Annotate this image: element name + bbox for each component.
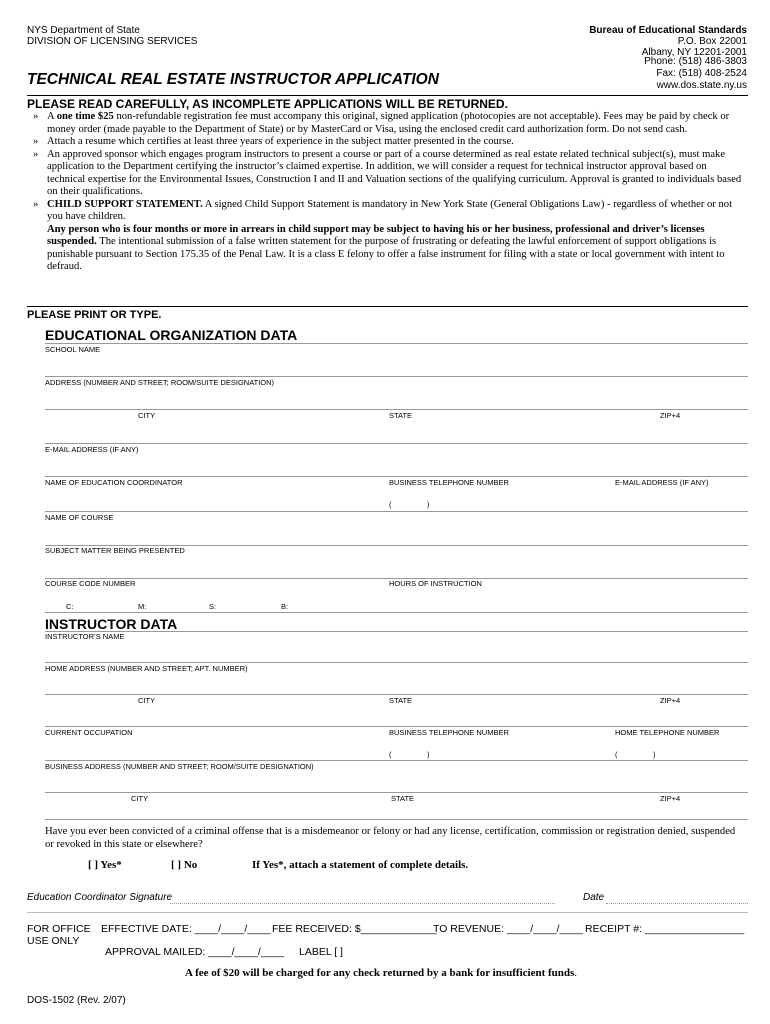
- biz-address-label: BUSINESS ADDRESS (NUMBER AND STREET; ROOM/SUITE DESIGNATION): [45, 762, 314, 771]
- office-label-2: USE ONLY: [27, 935, 80, 947]
- division-name: DIVISION OF LICENSING SERVICES: [27, 36, 198, 47]
- approval-mailed: APPROVAL MAILED: ____/____/____: [105, 946, 285, 958]
- signature-divider: [27, 912, 748, 913]
- warning-heading: PLEASE READ CAREFULLY, AS INCOMPLETE APPLICATIONS WILL BE RETURNED.: [27, 97, 508, 111]
- hours-s-label: S:: [209, 602, 217, 611]
- form-id: DOS-1502 (Rev. 2/07): [27, 995, 126, 1006]
- po-box: P.O. Box 22001: [677, 36, 747, 47]
- biz-zip-label: ZIP+4: [660, 794, 681, 803]
- returned-check-fee-note: A fee of $20 will be charged for any check returned by a bank for insufficient funds.: [185, 967, 578, 979]
- instruction-sponsor: » An approved sponsor which engages program instructors to present a course or part of a course determined as real estate related technical subject(s), must make application to the Department certifying the instructor’s claimed expertise. In addition, we will consider a request for technical instructor approval based on technical expertise for the Environmental Issues, Construction I and II and Valuation sections of the qualifying curriculum. Approval is granted to individuals based on their qualifications.: [33, 148, 742, 197]
- org-section-heading: EDUCATIONAL ORGANIZATION DATA: [45, 327, 298, 343]
- signature-field[interactable]: [170, 903, 555, 904]
- org-phone-paren-open: (: [389, 500, 392, 509]
- home-address-label: HOME ADDRESS (NUMBER AND STREET; APT. NUMBER): [45, 664, 248, 673]
- print-notice: PLEASE PRINT OR TYPE.: [27, 309, 162, 321]
- instruction-resume: » Attach a resume which certifies at least three years of experience in the subject matter presented in the course.: [33, 136, 514, 147]
- hours-c-label: C:: [66, 602, 74, 611]
- home-address-field[interactable]: [45, 694, 748, 695]
- bureau-name: Bureau of Educational Standards: [589, 25, 747, 36]
- school-name-field[interactable]: [45, 376, 748, 377]
- conviction-question: Have you ever been convicted of a criminal offense that is a misdemeanor or felony or had any license, certification, commission or registration denied, suspended or revoked in this state or elsewhere?: [45, 826, 736, 850]
- office-label-1: FOR OFFICE: [27, 923, 91, 935]
- biz-address-field[interactable]: [45, 792, 748, 793]
- instruction-arrears: Any person who is four months or more in arrears in child support may be subject to having his or her business, professional and driver’s licenses suspended. The intentional submission of a false written statement for the purpose of frustrating or defeating the lawful enforcement of support obligations is punishable pursuant to Section 175.35 of the Penal Law. It is a class E felony to offer a false instrument for filing with a state or local government with intent to defraud.: [47, 223, 725, 272]
- org-city-state-zip-field[interactable]: [45, 443, 748, 444]
- org-email-label: E-MAIL ADDRESS (IF ANY): [45, 445, 139, 454]
- address-city: Albany, NY 12201-2001: [641, 47, 747, 58]
- instructor-section-heading: INSTRUCTOR DATA: [45, 616, 178, 632]
- instructor-name-label: INSTRUCTOR’S NAME: [45, 632, 125, 641]
- fee-received: FEE RECEIVED: $_____________: [272, 923, 437, 935]
- org-biz-phone-label: BUSINESS TELEPHONE NUMBER: [389, 478, 509, 487]
- biz-city-label: CITY: [131, 794, 149, 803]
- instructor-heading-line: [45, 631, 748, 632]
- org-address-label: ADDRESS (NUMBER AND STREET; ROOM/SUITE DESIGNATION): [45, 378, 275, 387]
- date-label: Date: [583, 892, 605, 903]
- label-field: LABEL [ ]: [299, 946, 343, 958]
- hours-label: HOURS OF INSTRUCTION: [389, 579, 482, 588]
- header-divider: [27, 95, 748, 96]
- coordinator-email-label: E-MAIL ADDRESS (IF ANY): [615, 478, 709, 487]
- dept-name: NYS Department of State: [27, 25, 140, 36]
- instructor-city-label: CITY: [138, 696, 156, 705]
- instructor-zip-label: ZIP+4: [660, 696, 681, 705]
- receipt-number: RECEIPT #: _________________: [585, 923, 745, 935]
- school-name-label: SCHOOL NAME: [45, 345, 101, 354]
- org-zip-label: ZIP+4: [660, 411, 681, 420]
- course-code-field[interactable]: [45, 612, 748, 613]
- instructor-biz-paren-close: ): [427, 750, 430, 759]
- instructor-city-state-zip-field[interactable]: [45, 726, 748, 727]
- org-heading-line: [45, 343, 748, 344]
- instructor-state-label: STATE: [389, 696, 413, 705]
- coordinator-field[interactable]: [45, 511, 748, 512]
- instructions-divider: [27, 306, 748, 307]
- instructor-biz-paren-open: (: [389, 750, 392, 759]
- instruction-fee: » A one time $25 non-refundable registration fee must accompany this original, signed application (photocopies are not acceptable). Fees may be paid by check or money order (made payable to the Department of State) or by MasterCard or Visa, using the enclosed credit card authorization form. Do not send cash.: [33, 111, 730, 135]
- biz-state-label: STATE: [391, 794, 415, 803]
- conviction-no-checkbox[interactable]: [ ] No: [171, 859, 198, 871]
- instructor-home-phone-label: HOME TELEPHONE NUMBER: [615, 728, 720, 737]
- subject-label: SUBJECT MATTER BEING PRESENTED: [45, 546, 185, 555]
- hours-b-label: B:: [281, 602, 289, 611]
- org-email-field[interactable]: [45, 476, 748, 477]
- signature-label: Education Coordinator Signature: [27, 892, 173, 903]
- org-state-label: STATE: [389, 411, 413, 420]
- org-phone-paren-close: ): [427, 500, 430, 509]
- occupation-label: CURRENT OCCUPATION: [45, 728, 133, 737]
- effective-date: EFFECTIVE DATE: ____/____/____: [101, 923, 271, 935]
- instructor-name-field[interactable]: [45, 662, 748, 663]
- occupation-field[interactable]: [45, 760, 748, 761]
- course-code-label: COURSE CODE NUMBER: [45, 579, 136, 588]
- org-address-field[interactable]: [45, 409, 748, 410]
- date-field[interactable]: [606, 903, 748, 904]
- instruction-child-support: » CHILD SUPPORT STATEMENT. A signed Child Support Statement is mandatory in New York State (General Obligations Law) - regardless of whether or not you have children.: [33, 198, 733, 222]
- org-city-label: CITY: [138, 411, 156, 420]
- instructor-biz-phone-label: BUSINESS TELEPHONE NUMBER: [389, 728, 509, 737]
- biz-city-state-zip-field[interactable]: [45, 819, 748, 820]
- conviction-note: If Yes*, attach a statement of complete details.: [252, 859, 469, 871]
- conviction-yes-checkbox[interactable]: [ ] Yes*: [88, 859, 122, 871]
- to-revenue: TO REVENUE: ____/____/____: [433, 923, 583, 935]
- hours-m-label: M:: [138, 602, 147, 611]
- fax: Fax: (518) 408-2524: [656, 68, 747, 79]
- instructor-home-paren-close: ): [653, 750, 656, 759]
- phone: Phone: (518) 486-3803: [644, 56, 747, 67]
- form-title: TECHNICAL REAL ESTATE INSTRUCTOR APPLICATION: [27, 71, 439, 88]
- coordinator-label: NAME OF EDUCATION COORDINATOR: [45, 478, 183, 487]
- instruction-list: [33, 111, 747, 274]
- website: www.dos.state.ny.us: [656, 80, 747, 91]
- instructor-home-paren-open: (: [615, 750, 618, 759]
- course-name-label: NAME OF COURSE: [45, 513, 114, 522]
